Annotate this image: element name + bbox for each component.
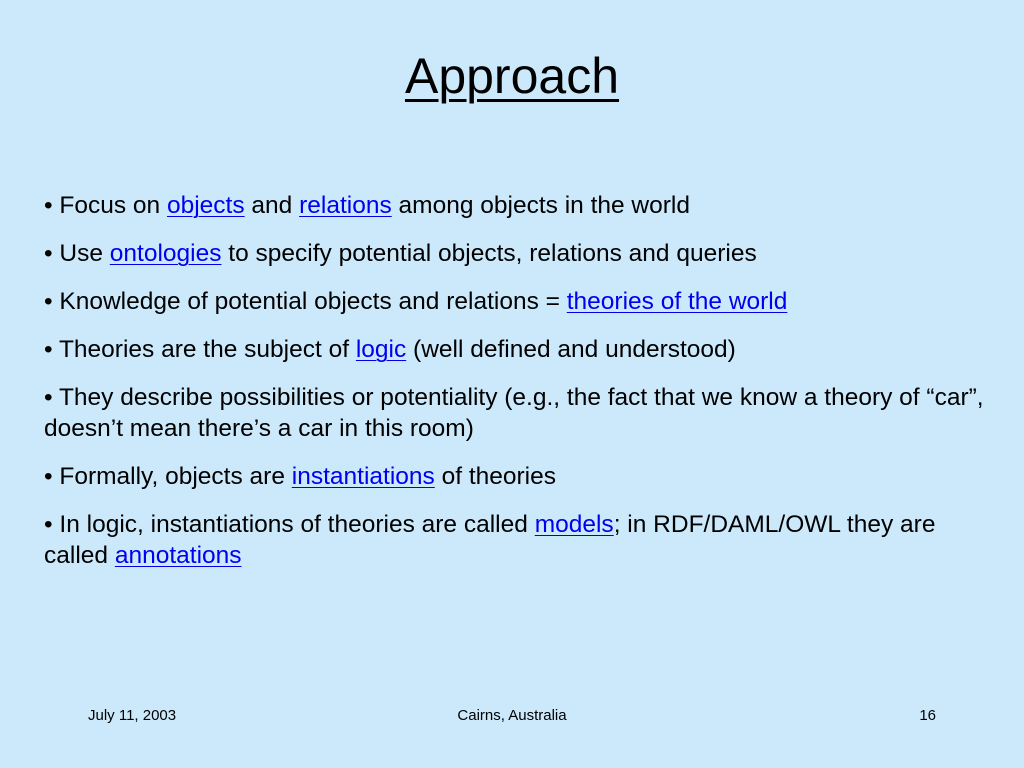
bullet-marker: • (44, 511, 60, 538)
bullet-marker: • (44, 192, 60, 219)
bullet-text: to specify potential objects, relations and queries (221, 240, 757, 267)
bullet-text: of theories (434, 463, 556, 490)
bullet-marker: • (44, 240, 60, 267)
bullet-link[interactable]: theories of the world (566, 288, 788, 315)
bullet-item (44, 286, 984, 317)
bullet-list (44, 190, 984, 588)
bullet-item (44, 461, 984, 492)
bullet-marker: • (44, 384, 59, 411)
bullet-item (44, 238, 984, 269)
footer-place: Cairns, Australia (457, 707, 567, 724)
bullet-text: They describe possibilities or potentiality (e.g., the fact that we know a theory of “car”, doesn’t mean there’s a car in this room) (44, 384, 984, 442)
bullet-link[interactable]: relations (299, 192, 392, 219)
bullet-link[interactable]: annotations (114, 542, 242, 569)
bullet-marker: • (44, 288, 60, 315)
slide-title (0, 40, 1024, 112)
bullet-item (44, 190, 984, 221)
bullet-link[interactable]: logic (355, 336, 407, 363)
bullet-text: Use (59, 240, 110, 267)
bullet-text: Theories are the subject of (58, 336, 356, 363)
bullet-marker: • (44, 463, 60, 490)
bullet-text: among objects in the world (391, 192, 690, 219)
bullet-text: In logic, instantiations of theories are called (59, 511, 535, 538)
bullet-text: Knowledge of potential objects and relations = (59, 288, 567, 315)
bullet-item (44, 382, 984, 444)
bullet-link[interactable]: models (534, 511, 614, 538)
bullet-text: Focus on (59, 192, 167, 219)
bullet-marker: • (44, 336, 59, 363)
bullet-item (44, 509, 984, 571)
bullet-text: Formally, objects are (59, 463, 292, 490)
footer-page-number: 16 (919, 707, 936, 724)
bullet-link[interactable]: instantiations (291, 463, 435, 490)
bullet-text: and (244, 192, 300, 219)
footer-date: July 11, 2003 (88, 707, 177, 724)
bullet-link[interactable]: objects (166, 192, 245, 219)
bullet-link[interactable]: ontologies (109, 240, 222, 267)
bullet-text: ; in RDF/DAML/OWL they are called (44, 511, 936, 569)
slide-title-text: Approach (404, 48, 620, 104)
bullet-item (44, 334, 984, 365)
bullet-text: (well defined and understood) (406, 336, 736, 363)
